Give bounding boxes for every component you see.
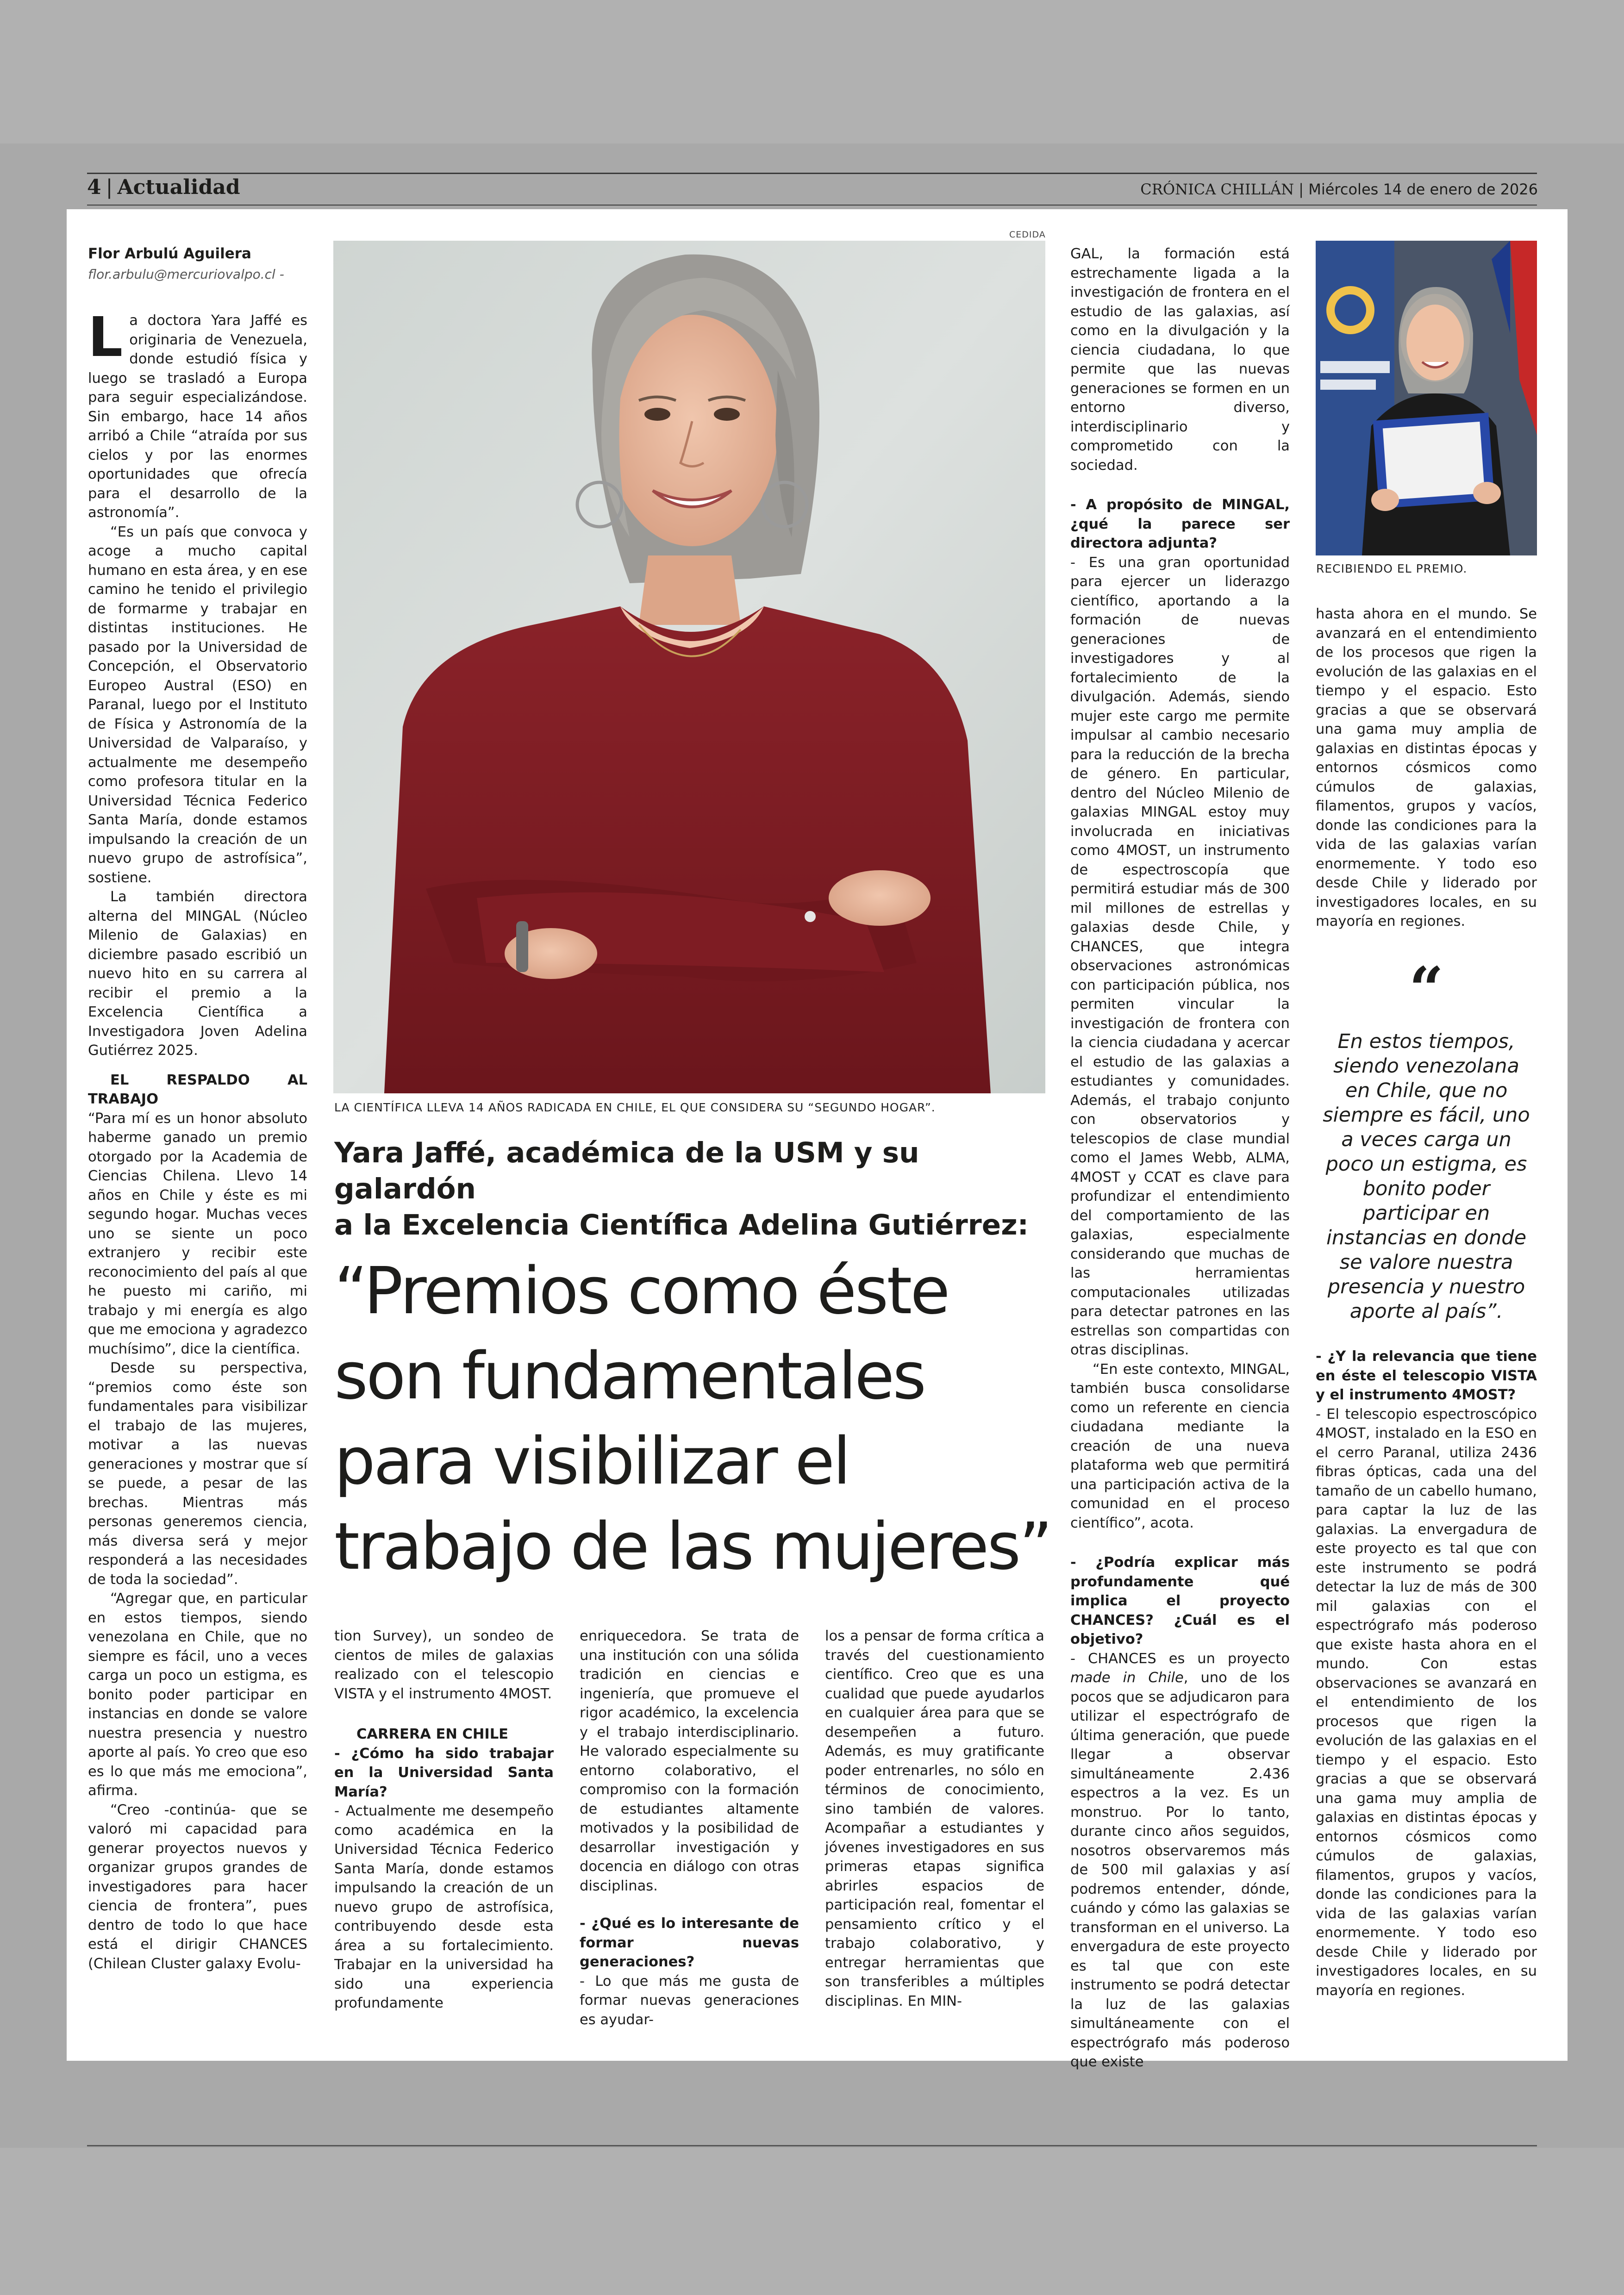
article-column-6b [1316, 1347, 1537, 2000]
interview-question: - ¿Podría explicar más profundamente qué implica el proyecto CHANCES? ¿Cuál es el objetivo? [1070, 1554, 1290, 1647]
headline-line: “Premios como éste [334, 1254, 949, 1329]
answer-emphasis: made in Chile [1070, 1670, 1184, 1686]
intro-paragraph: a doctora Yara Jaffé es originaria de Venezuela, donde estudió física y luego se trasladó a Europa para seguir especializándose. Sin embargo, hace 14 años arribó a Chile “atraída por sus cielos y por las enormes oportunidades que ofrecía para el desarrollo de la astronomía”. [88, 312, 307, 521]
date-separator: | [1299, 181, 1304, 198]
newspaper-name: CRÓNICA CHILLÁN [1140, 181, 1294, 198]
interview-answer: GAL, la formación está estrechamente ligada a la investigación de frontera en el estudio de las galaxias, así como en la divulgación y la ciencia ciudadana, lo que permite que las nuevas generaciones se formen en un entorno diverso, interdisciplinario y comprometido con la sociedad. [1070, 246, 1290, 474]
page-header-left [87, 174, 240, 200]
body-paragraph: “Creo -continúa- que se valoró mi capacidad para generar proyectos nuevos y organizar grupos grandes de investigadores para hacer ciencia de frontera”, pues dentro de todo lo que hace está el dirigir CHANCES (Chilean Cluster galaxy Evolu- [88, 1802, 307, 1972]
article-column-1 [88, 305, 307, 1973]
pull-quote: En estos tiempos, siendo venezolana en Chile, que no siempre es fácil, uno a veces carga un poco un estigma, es bonito poder participar en instancias en donde se valore nuestra presencia y nuestro aporte al país”. [1323, 1030, 1530, 1323]
kicker-line: a la Excelencia Científica Adelina Gutiérrez: [334, 1209, 1029, 1241]
body-paragraph: “Es un país que convoca y acoge a mucho capital humano en esta área, y en ese camino he tenido el privilegio de formarme y trabajar en distintas instituciones. He pasado por la Universidad de Concepción, el Observatorio Europeo Austral (ESO) en Paranal, luego por el Instituto de Física y Astronomía de la Universidad de Valparaíso, y actualmente me desempeño como profesora titular en la Universidad Técnica Federico Santa María, donde estamos impulsando la creación de un nuevo grupo de astrofísica”, sostiene. [88, 524, 307, 886]
interview-question: - ¿Cómo ha sido trabajar en la Universidad Santa María? [334, 1745, 554, 1800]
quote-mark-icon: “ [1409, 954, 1444, 1024]
body-paragraph: hasta ahora en el mundo. Se avanzará en el entendimiento de los procesos que rigen la evolución de las galaxias en el tiempo y el espacio. Esto gracias a que se observará una gama muy amplia de galaxias en distintas épocas y entornos cósmicos como cúmulos de galaxias, filamentos, grupos y vacíos, donde las condiciones para la vida de las galaxias varían enormemente. Y todo eso desde Chile y liderado por investigadores locales, en su mayoría en regiones. [1316, 606, 1537, 929]
headline-line: para visibilizar el [334, 1424, 849, 1499]
article-column-2 [334, 1627, 554, 2013]
interview-answer [1070, 1649, 1290, 2072]
award-photo-caption: RECIBIENDO EL PREMIO. [1316, 562, 1468, 575]
answer-text: , uno de los pocos que se adjudicaron para utilizar el espectrógrafo de última generación, que puede llegar a observar simultáneamente 2.436 espectros a la vez. Es un monstruo. Por lo tanto, durante cinco años seguidos, nosotros observaremos más de 500 mil galaxias y así podremos entender, dónde, cuándo y cómo las galaxias se transforman en el universo. La envergadura de este proyecto es tal que con este instrumento se podrá detectar la luz de las galaxias simultáneamente con el espectrógrafo más poderoso que existe [1070, 1670, 1290, 2070]
interview-answer: los a pensar de forma crítica a través del cuestionamiento científico. Creo que es una cualidad que puede ayudarlos en cualquier área para que se desempeñen a futuro. Además, es muy gratificante poder entrenarles, no sólo en términos de conocimiento, sino también de valores. Acompañar a estudiantes y jóvenes investigadores en sus primeras etapas significa abrirles espacios de participación real, fomentar el pensamiento crítico y el trabajo colaborativo, y entregar herramientas que son transferibles a múltiples disciplinas. En MIN- [825, 1628, 1044, 2009]
interview-question: - ¿Y la relevancia que tiene en éste el telescopio VISTA y el instrumento 4MOST? [1316, 1348, 1537, 1403]
kicker-line: Yara Jaffé, académica de la USM y su galardón [334, 1136, 919, 1205]
body-paragraph: tion Survey), un sondeo de cientos de miles de galaxias realizado con el telescopio VISTA y el instrumento 4MOST. [334, 1628, 554, 1702]
headline-line: son fundamentales [334, 1339, 925, 1414]
article-column-6 [1316, 605, 1537, 931]
footer-rule [87, 2145, 1537, 2146]
article-column-3 [580, 1627, 799, 2029]
article-column-5 [1070, 244, 1290, 2072]
page-header-right [1140, 181, 1538, 198]
award-illustration [1316, 241, 1537, 555]
header-top-rule [87, 173, 1537, 174]
article-column-4 [825, 1627, 1044, 2011]
interview-answer: enriquecedora. Se trata de una institución con una sólida tradición en ciencias e ingeniería, que promueve el rigor académico, la excelencia y el trabajo interdisciplinario. He valorado especialmente su entorno colaborativo, el compromiso con la formación de estudiantes altamente motivados y la posibilidad de desarrollar investigación y docencia en diálogo con otras disciplinas. [580, 1628, 799, 1894]
interview-answer: - Actualmente me desempeño como académica en la Universidad Técnica Federico Santa María, donde estamos impulsando la creación de un nuevo grupo de astrofísica, contribuyendo desde esta área a su fortalecimiento. Trabajar en la universidad ha sido una experiencia profundamente [334, 1803, 554, 2011]
author-email: flor.arbulu@mercuriovalpo.cl - [88, 267, 284, 282]
drop-cap: L [88, 305, 123, 369]
section-name: Actualidad [117, 175, 240, 199]
interview-question: - A propósito de MINGAL, ¿qué la parece ser directora adjunta? [1070, 497, 1290, 551]
page-number: 4 [87, 175, 101, 199]
header-bottom-rule [87, 205, 1537, 206]
answer-text: - CHANCES es un proyecto [1070, 1650, 1290, 1667]
article-kicker [334, 1135, 1056, 1243]
body-paragraph: “En este contexto, MINGAL, también busca consolidarse como un referente en ciencia ciudadana mediante la creación de una nueva plataforma web que permitirá una participación activa de la comunidad en el proceso científico”, acota. [1070, 1361, 1290, 1531]
author-name: Flor Arbulú Aguilera [88, 245, 251, 262]
body-paragraph: Desde su perspectiva, “premios como éste son fundamentales para visibilizar el trabajo de las mujeres, motivar a las nuevas generaciones y mostrar que sí se puede, a pesar de las brechas. Mientras más personas generemos ciencia, más diversa será y mejor responderá a las necesidades de toda la sociedad”. [88, 1360, 307, 1588]
article-headline [334, 1249, 1056, 1590]
byline [88, 245, 329, 282]
main-photo-caption: LA CIENTÍFICA LLEVA 14 AÑOS RADICADA EN CHILE, EL QUE CONSIDERA SU “SEGUNDO HOGAR”. [334, 1101, 936, 1114]
interview-question: - ¿Qué es lo interesante de formar nuevas generaciones? [580, 1915, 799, 1970]
interview-answer: - Lo que más me gusta de formar nuevas generaciones es ayudar- [580, 1973, 799, 2028]
body-paragraph: “Para mí es un honor absoluto haberme ganado un premio otorgado por la Academia de Ciencias Chilena. Llevo 14 años en Chile y éste es mi segundo hogar. Muchas veces uno se siente un poco extranjero y recibir este reconocimiento del país al que he puesto mi cariño, mi trabajo y mi energía es algo que me emociona y agradezco muchísimo”, dice la científica. [88, 1110, 307, 1357]
section-heading-carrera: CARRERA EN CHILE [356, 1726, 509, 1742]
portrait-illustration [333, 241, 1045, 1093]
interview-answer: - El telescopio espectroscópico 4MOST, instalado en la ESO en el cerro Paranal, utiliza 2436 fibras ópticas, cada una del tamaño de un cabello humano, para captar la luz de las galaxias. La envergadura de este proyecto es tal que con este instrumento se podrá detectar la luz de más de 300 mil galaxias con el espectrógrafo más poderoso que existe hasta ahora en el mundo. Con estas observaciones se avanzará en el entendimiento de los procesos que rigen la evolución de las galaxias en el tiempo y el espacio. Esto gracias a que se observará una gama muy amplia de galaxias en distintas épocas y entornos cósmicos como cúmulos de galaxias, filamentos, grupos y vacíos, donde las condiciones para la vida de las galaxias varían enormemente. Y todo eso desde Chile y liderado por investigadores locales, en su mayoría en regiones. [1316, 1406, 1537, 1999]
body-paragraph: “Agregar que, en particular en estos tiempos, siendo venezolana en Chile, que no siempre es fácil, uno a veces carga un poco un estigma, es bonito poder participar en instancias en donde se valore nuestra presencia y nuestro aporte al país. Yo creo que eso es lo que más me emociona”, afirma. [88, 1590, 307, 1799]
award-photo [1316, 241, 1537, 555]
header-separator: | [106, 175, 113, 199]
body-paragraph: La también directora alterna del MINGAL (Núcleo Milenio de Galaxias) en diciembre pasado escribió un nuevo hito en su carrera al recibir el premio a la Excelencia Científica a Investigadora Joven Adelina Gutiérrez 2025. [88, 889, 307, 1059]
publication-date: Miércoles 14 de enero de 2026 [1308, 181, 1538, 198]
main-portrait-photo [333, 241, 1045, 1093]
interview-answer: - Es una gran oportunidad para ejercer un liderazgo científico, aportando a la formación de nuevas generaciones de investigadores y al fortalecimiento de la divulgación. Además, siendo mujer este cargo me permite impulsar al cambio necesario para la reducción de la brecha de género. En particular, dentro del Núcleo Milenio de galaxias MINGAL estoy muy involucrada en iniciativas como 4MOST, un instrumento de espectroscopía que permitirá estudiar más de 300 mil millones de estrellas y galaxias desde Chile, y CHANCES, que integra observaciones astronómicas con participación pública, nos permiten vincular la investigación de frontera con la ciencia ciudadana y acercar el estudio de las galaxias a estudiantes y comunidades. Además, el trabajo conjunto con observatorios y telescopios de clase mundial como el James Webb, ALMA, 4MOST y CCAT es clave para profundizar el entendimiento del comportamiento de las galaxias, especialmente considerando que muchas de las herramientas computacionales utilizadas para detectar patrones en las estrellas son compartidas con otras disciplinas. [1070, 554, 1290, 1358]
headline-line: trabajo de las mujeres” [334, 1509, 1051, 1584]
photo-credit: CEDIDA [1009, 230, 1046, 240]
section-heading-respaldo: EL RESPALDO AL TRABAJO [88, 1072, 307, 1107]
